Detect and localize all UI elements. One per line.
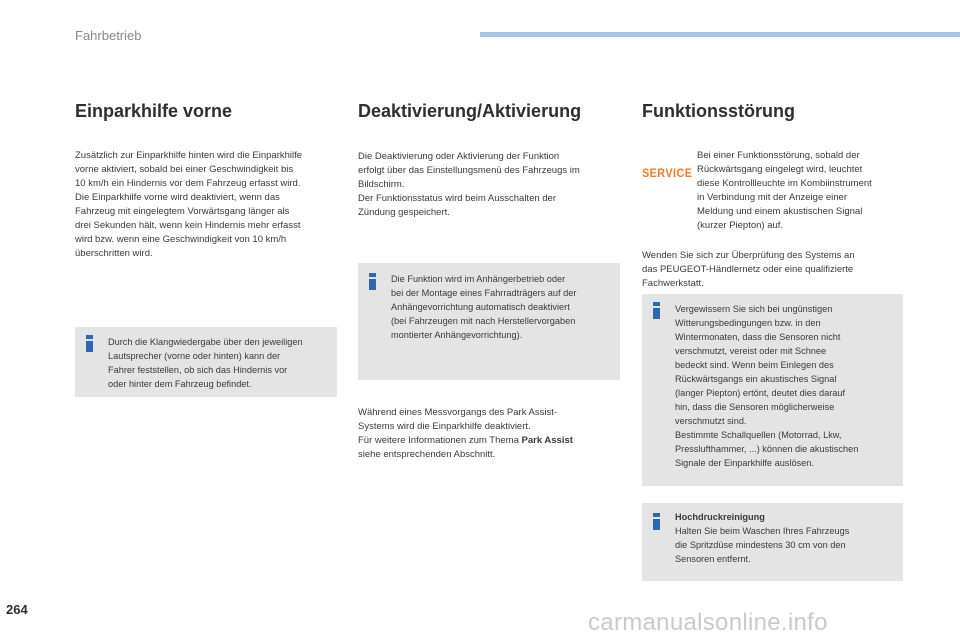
column-deaktivierung (358, 100, 620, 220)
text-line: Wenden Sie sich zur Überprüfung des Systems an (642, 250, 855, 261)
text-line: in Verbindung mit der Anzeige einer (697, 192, 847, 203)
text-line: oder hinter dem Fahrzeug befindet. (108, 379, 252, 389)
text-line: vorne aktiviert, sobald bei einer Geschwindigkeit bis (75, 164, 294, 175)
paragraph-park-assist (358, 406, 620, 462)
text-line (358, 434, 620, 448)
info-note-hochdruckreinigung (642, 503, 903, 581)
service-warning-icon: SERVICE (642, 166, 693, 180)
text-line: Fachwerkstatt. (642, 278, 704, 289)
note-title-hochdruckreinigung: Hochdruckreinigung (675, 512, 765, 522)
text-line: (langer Piepton) ertönt, deutet dies darauf (675, 388, 846, 398)
info-icon (86, 335, 93, 352)
info-icon (369, 273, 376, 290)
text-line: Sensoren entfernt. (675, 554, 751, 564)
text-line: Signale der Einparkhilfe auslösen. (675, 458, 814, 468)
page-number: 264 (6, 602, 28, 617)
text-line: Wintermonaten, dass die Sensoren nicht (675, 332, 841, 342)
text-line: Halten Sie beim Waschen Ihres Fahrzeugs (675, 526, 850, 536)
column-funktionsstoerung (642, 100, 904, 122)
text-line: Lautsprecher (vorne oder hinten) kann der (108, 351, 281, 361)
text-line: verschmutzt, vereist oder mit Schnee (675, 346, 827, 356)
watermark: carmanualsonline.info (588, 609, 828, 636)
text-line: Die Funktion wird im Anhängerbetrieb oder (391, 274, 566, 284)
text-line: hin, dass die Sensoren möglicherweise (675, 402, 835, 412)
text-line: Die Deaktivierung oder Aktivierung der Funktion (358, 151, 560, 162)
text-line: Bildschirm. (358, 179, 405, 190)
paragraph-service-warnung (697, 149, 907, 233)
text-line: Systems wird die Einparkhilfe deaktiviert. (358, 421, 531, 432)
text-line: Bestimmte Schallquellen (Motorrad, Lkw, (675, 430, 842, 440)
text-line: siehe entsprechenden Abschnitt. (358, 449, 496, 460)
header-accent-bar (480, 32, 960, 37)
text-line: Meldung und einem akustischen Signal (697, 206, 863, 217)
text-line: Die Einparkhilfe vorne wird deaktiviert, wenn das (75, 192, 280, 203)
text-line: bei der Montage eines Fahrradträgers auf der (391, 288, 577, 298)
park-assist-reference: Park Assist (521, 435, 573, 446)
text-line: Vergewissern Sie sich bei ungünstigen (675, 304, 833, 314)
text-line: überschritten wird. (75, 248, 153, 259)
text-line: Rückwärtsgang eingelegt wird, leuchtet (697, 164, 863, 175)
text-line: Während eines Messvorgangs des Park Assist- (358, 407, 558, 418)
info-icon (653, 513, 660, 530)
text-line: Zündung gespeichert. (358, 207, 450, 218)
text-line: Fahrzeug mit eingelegtem Vorwärtsgang länger als (75, 206, 290, 217)
text-line: drei Sekunden hält, wenn kein Hindernis mehr erfasst (75, 220, 301, 231)
heading-funktionsstoerung: Funktionsstörung (642, 101, 795, 121)
text-line: Bei einer Funktionsstörung, sobald der (697, 150, 860, 161)
text-line: montierter Anhängevorrichtung). (391, 330, 523, 340)
text-fragment: Für weitere Informationen zum Thema (358, 435, 522, 446)
text-line: wird bzw. wenn eine Geschwindigkeit von 10 km/h (75, 234, 287, 245)
text-line: Anhängevorrichtung automatisch deaktiviert (391, 302, 570, 312)
text-line: verschmutzt sind. (675, 416, 747, 426)
text-line: bedeckt sind. Wenn beim Einlegen des (675, 360, 834, 370)
info-note-klangwiedergabe (75, 327, 337, 397)
column-einparkhilfe-vorne (75, 100, 337, 261)
info-icon (653, 302, 660, 319)
text-line: die Spritzdüse mindestens 30 cm von den (675, 540, 846, 550)
text-line: Presslufthammer, ...) können die akustischen (675, 444, 859, 454)
text-line: Rückwärtsgangs ein akustisches Signal (675, 374, 837, 384)
section-label: Fahrbetrieb (75, 28, 142, 43)
text-line: 10 km/h ein Hindernis vor dem Fahrzeug erfasst wird. (75, 178, 301, 189)
text-line: Witterungsbedingungen bzw. in den (675, 318, 821, 328)
info-note-sensoren (642, 294, 903, 486)
text-line: erfolgt über das Einstellungsmenü des Fahrzeugs im (358, 165, 580, 176)
text-line: Durch die Klangwiedergabe über den jeweiligen (108, 337, 303, 347)
heading-einparkhilfe-vorne: Einparkhilfe vorne (75, 101, 233, 121)
paragraph-deaktivierung (358, 150, 620, 220)
text-line: (bei Fahrzeugen mit nach Herstellervorgaben (391, 316, 576, 326)
text-line: Der Funktionsstatus wird beim Ausschalten der (358, 193, 557, 204)
text-line: das PEUGEOT-Händlernetz oder eine qualifizierte (642, 264, 854, 275)
text-line: (kurzer Piepton) auf. (697, 220, 784, 231)
text-line: Fahrer feststellen, ob sich das Hindernis vor (108, 365, 288, 375)
text-line: diese Kontrollleuchte im Kombiinstrument (697, 178, 872, 189)
heading-deaktivierung: Deaktivierung/Aktivierung (358, 101, 582, 121)
text-line: Zusätzlich zur Einparkhilfe hinten wird die Einparkhilfe (75, 150, 303, 161)
paragraph-haendlernetz (642, 249, 904, 291)
info-note-anhaengerbetrieb (358, 263, 620, 380)
paragraph-einparkhilfe (75, 149, 337, 261)
